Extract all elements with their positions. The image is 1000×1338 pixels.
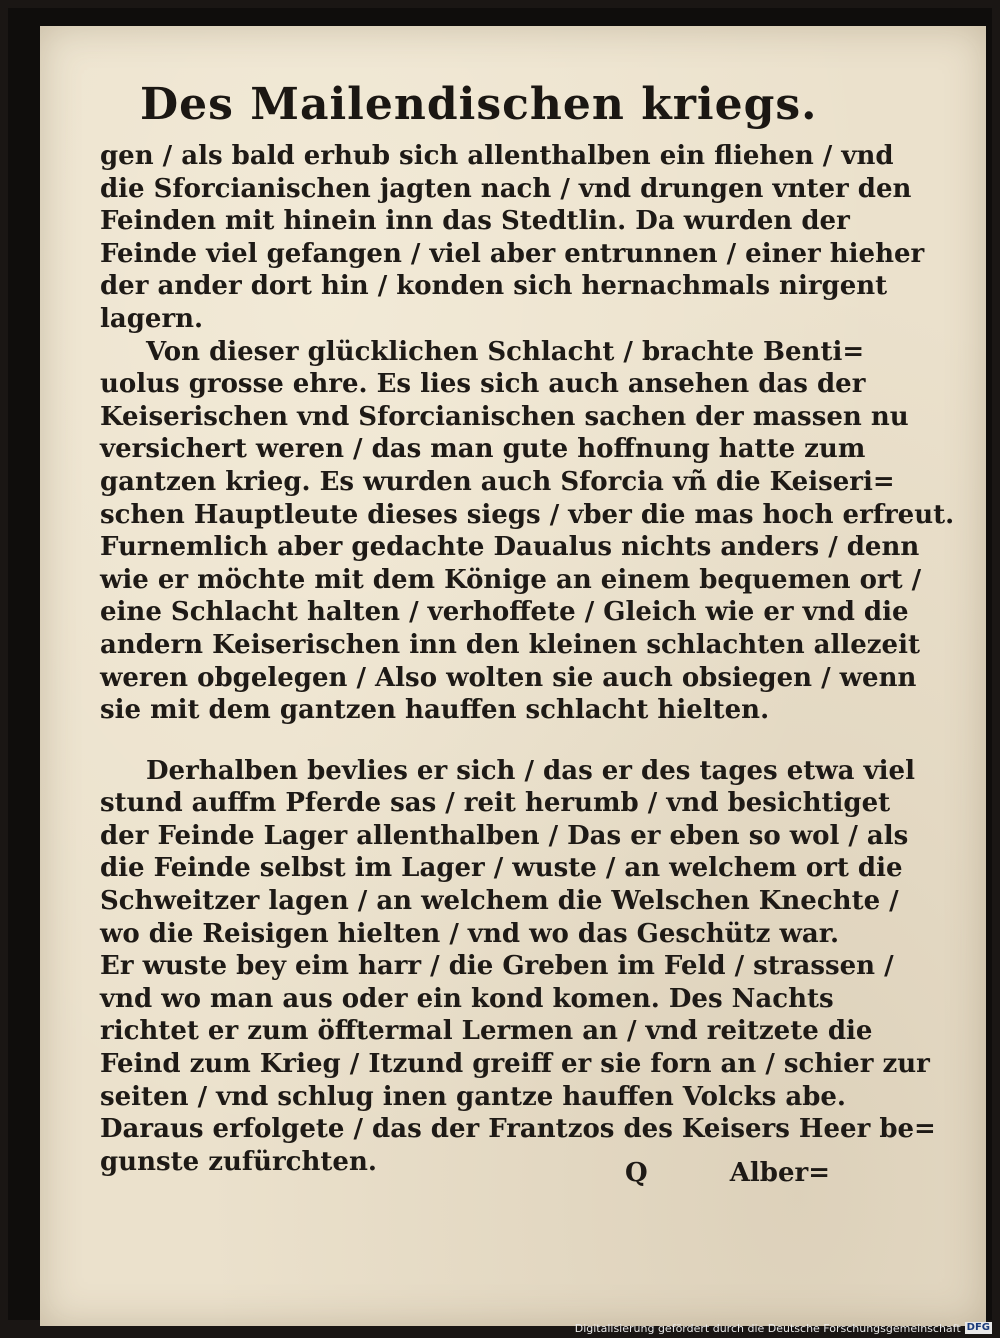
text-line: gen / als bald erhub sich allenthalben ein fliehen / vnd — [100, 141, 894, 171]
paragraph-2 — [100, 336, 955, 727]
text-line: Daraus erfolgete / das der Frantzos des Keisers Heer be= — [100, 1114, 936, 1145]
running-head: Des Mailendischen kriegs. — [140, 79, 818, 130]
paragraph-3 — [100, 755, 936, 1179]
text-line: weren obgelegen / Also wolten sie auch obsiegen / wenn — [100, 662, 917, 693]
catchword: Alber= — [729, 1158, 830, 1188]
text-line: andern Keiserischen inn den kleinen schlachten allezeit — [100, 629, 920, 660]
text-line: uolus grosse ehre. Es lies sich auch ansehen das der — [100, 369, 866, 400]
paragraph-1 — [100, 140, 925, 336]
book-page — [40, 26, 986, 1326]
text-line: stund auffm Pferde sas / reit herumb / vnd besichtiget — [100, 788, 891, 819]
dfg-logo: DFG — [966, 1322, 990, 1333]
text-line: eine Schlacht halten / verhoffete / Gleich wie er vnd die — [100, 597, 909, 628]
text-line: die Sforcianischen jagten nach / vnd drungen vnter den — [100, 173, 912, 204]
text-line: Feind zum Krieg / Itzund greiff er sie forn an / schier zur — [100, 1049, 930, 1080]
text-line: Er wuste bey eim harr / die Greben im Feld / strassen / — [100, 951, 894, 982]
text-line: Schweitzer lagen / an welchem die Welschen Knechte / — [100, 886, 899, 917]
signature-mark: Q — [625, 1158, 648, 1188]
text-line: gunste zufürchten. — [100, 1146, 377, 1177]
text-line: der Feinde Lager allenthalben / Das er eben so wol / als — [100, 820, 909, 851]
text-line: sie mit dem gantzen hauffen schlacht hielten. — [100, 695, 770, 726]
text-line: richtet er zum öfftermal Lermen an / vnd reitzete die — [100, 1016, 873, 1047]
page-foot — [625, 1158, 830, 1188]
paragraph-gap — [100, 727, 830, 755]
text-line: Furnemlich aber gedachte Daualus nichts anders / denn — [100, 532, 920, 563]
text-line: Von dieser glücklichen Schlacht / brachte Benti= — [146, 336, 865, 367]
credit-text: Digitalisierung gefördert durch die Deutsche Forschungsgemeinschaft — [574, 1321, 961, 1335]
text-line: wie er möchte mit dem Könige an einem bequemen ort / — [100, 564, 922, 595]
text-line: Keiserischen vnd Sforcianischen sachen der massen nu — [100, 401, 909, 432]
text-line: gantzen krieg. Es wurden auch Sforcia vñ die Keiseri= — [100, 466, 895, 497]
text-line: die Feinde selbst im Lager / wuste / an welchem ort die — [100, 853, 903, 884]
text-line: versichert weren / das man gute hoffnung hatte zum — [100, 434, 866, 465]
text-line: der ander dort hin / konden sich hernachmals nirgent — [100, 271, 888, 302]
text-line: seiten / vnd schlug inen gantze hauffen Volcks abe. — [100, 1081, 846, 1112]
scan-frame — [8, 8, 992, 1320]
text-line: Feinde viel gefangen / viel aber entrunnen / einer hieher — [100, 238, 925, 269]
text-line: vnd wo man aus oder ein kond komen. Des Nachts — [100, 983, 834, 1014]
text-line: schen Hauptleute dieses siegs / vber die mas hoch erfreut. — [100, 499, 955, 530]
digitization-credit — [575, 1320, 992, 1336]
text-line: lagern. — [100, 303, 204, 334]
text-line: wo die Reisigen hielten / vnd wo das Geschütz war. — [100, 918, 840, 949]
text-line: Feinden mit hinein inn das Stedtlin. Da wurden der — [100, 206, 850, 237]
text-line: Derhalben bevlies er sich / das er des tages etwa viel — [146, 755, 915, 786]
page-text — [100, 76, 955, 1178]
